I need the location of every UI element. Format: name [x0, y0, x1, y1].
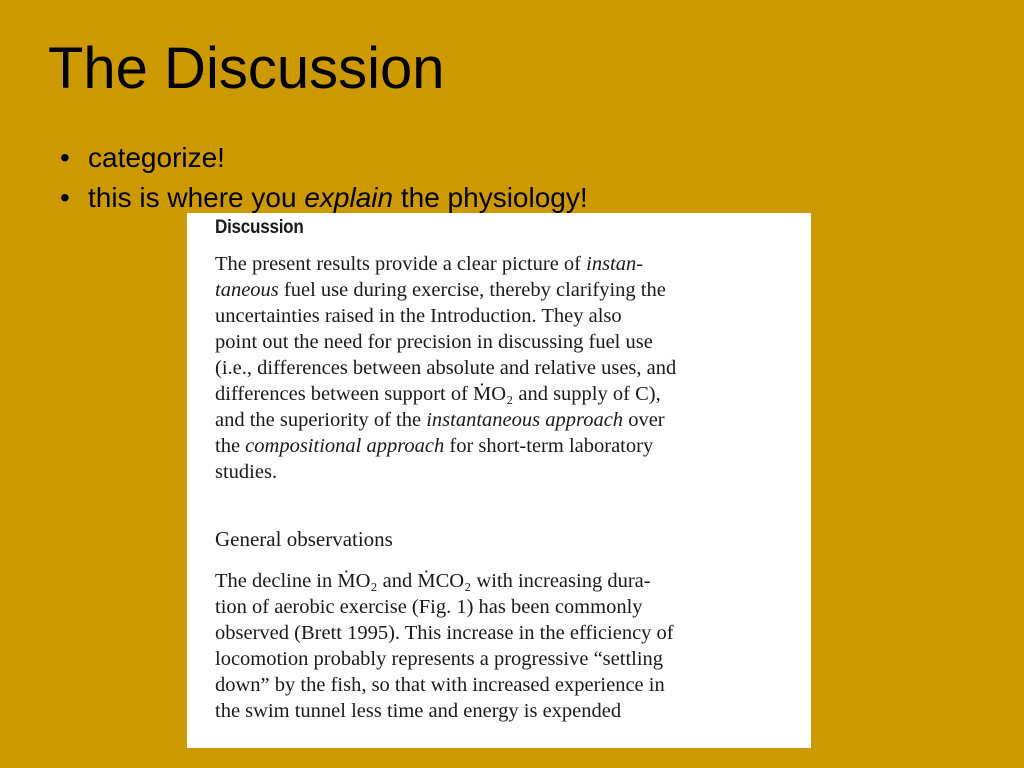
excerpt-subheading: General observations	[215, 527, 393, 551]
bullet-text-pre: this is where you	[88, 182, 305, 213]
excerpt-heading: Discussion	[215, 217, 304, 238]
bullet-text-post: the physiology!	[393, 182, 588, 213]
text-line: down” by the fish, so that with increased experience in	[215, 674, 665, 696]
text-line: studies.	[215, 461, 278, 483]
text-line: The present results provide a clear picture of instan-	[215, 253, 644, 275]
excerpt-paragraph-2	[215, 568, 775, 724]
text-line: taneous fuel use during exercise, thereby clarifying the	[215, 279, 666, 301]
bullet-text-emphasis: explain	[304, 182, 394, 213]
slide-title: The Discussion	[48, 36, 445, 101]
bullet-text: categorize!	[88, 142, 225, 173]
text-line: tion of aerobic exercise (Fig. 1) has been commonly	[215, 596, 643, 618]
text-line: observed (Brett 1995). This increase in the efficiency of	[215, 622, 674, 644]
text-line: The decline in ṀO₂ and ṀCO₂ with increasing dura-	[215, 570, 651, 592]
text-line: uncertainties raised in the Introduction. They also	[215, 305, 622, 327]
text-line: differences between support of ṀO₂ and supply of C),	[215, 383, 661, 405]
text-line: and the superiority of the instantaneous approach over	[215, 409, 665, 431]
text-line: locomotion probably represents a progressive “settling	[215, 648, 664, 670]
excerpt-paragraph-1	[215, 251, 775, 485]
text-line: (i.e., differences between absolute and relative uses, and	[215, 357, 677, 379]
text-line: point out the need for precision in discussing fuel use	[215, 331, 653, 353]
bullet-item	[60, 178, 588, 218]
scanned-excerpt	[187, 213, 811, 748]
text-line: the compositional approach for short-term laboratory	[215, 435, 654, 457]
bullet-list	[60, 138, 588, 218]
bullet-item	[60, 138, 588, 178]
text-line: the swim tunnel less time and energy is expended	[215, 700, 622, 722]
